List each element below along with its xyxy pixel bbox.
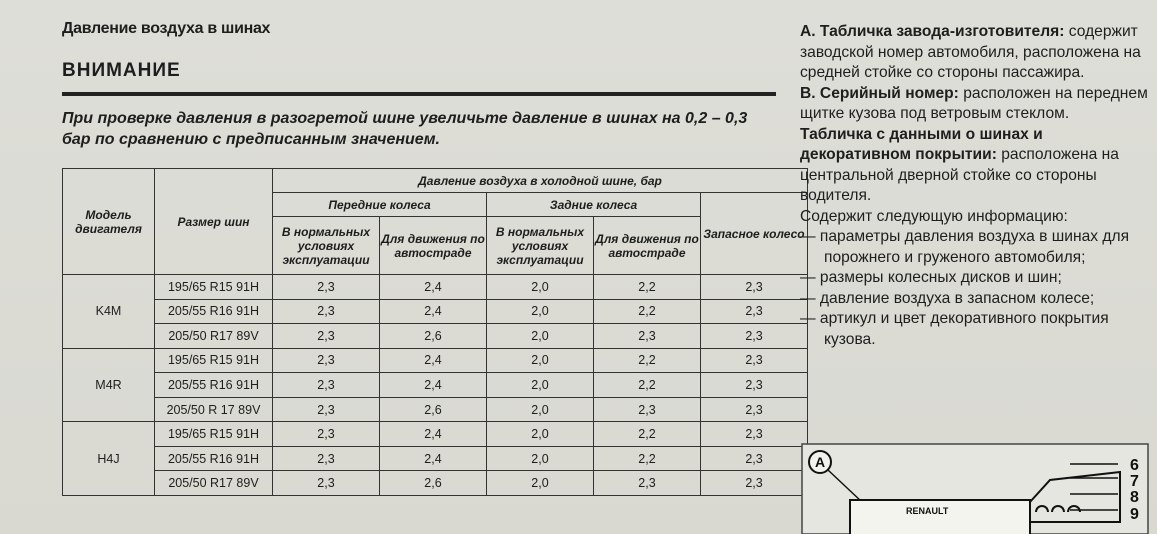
pressure-cell: 2,3 xyxy=(273,471,380,496)
pressure-cell: 2,3 xyxy=(594,397,701,422)
table-row xyxy=(63,324,808,349)
pressure-cell: 2,3 xyxy=(273,373,380,398)
table-row xyxy=(63,422,808,447)
tyre-size-cell: 205/50 R17 89V xyxy=(155,471,273,496)
section-title: Давление воздуха в шинах xyxy=(62,20,271,37)
pressure-cell: 2,3 xyxy=(273,299,380,324)
contains-line: Содержит следующую информацию: xyxy=(800,207,1068,225)
tyre-table-body xyxy=(63,275,808,496)
pressure-cell: 2,4 xyxy=(380,275,487,300)
pressure-cell: 2,6 xyxy=(380,471,487,496)
pressure-cell: 2,3 xyxy=(594,471,701,496)
table-row xyxy=(63,397,808,422)
pressure-cell: 2,0 xyxy=(487,397,594,422)
tyre-plate-text: расположена на центральной дверной стойке со стороны водителя. xyxy=(800,146,1119,204)
pressure-cell: 2,0 xyxy=(487,373,594,398)
pressure-cell: 2,2 xyxy=(594,446,701,471)
pressure-cell: 2,2 xyxy=(594,422,701,447)
pressure-cell: 2,2 xyxy=(594,373,701,398)
pressure-cell: 2,3 xyxy=(701,373,808,398)
pressure-cell: 2,3 xyxy=(273,422,380,447)
pressure-cell: 2,0 xyxy=(487,324,594,349)
engine-model-cell: M4R xyxy=(63,348,155,422)
header-model: Модель двигателя xyxy=(63,169,155,275)
serial-b-label: B. Серийный номер: xyxy=(800,84,959,102)
pressure-cell: 2,0 xyxy=(487,348,594,373)
tyre-size-cell: 205/50 R 17 89V xyxy=(155,397,273,422)
pressure-cell: 2,4 xyxy=(380,373,487,398)
header-rear-highway: Для движения по автостраде xyxy=(594,217,701,275)
tyre-size-cell: 205/55 R16 91H xyxy=(155,373,273,398)
plate-a-text: содержит заводской номер автомобиля, расположена на средней стойке со стороны пассажира. xyxy=(800,23,1141,81)
tyre-plate-paragraph xyxy=(800,125,1152,207)
pressure-cell: 2,0 xyxy=(487,275,594,300)
tyre-size-cell: 205/55 R16 91H xyxy=(155,299,273,324)
table-row xyxy=(63,471,808,496)
pressure-cell: 2,6 xyxy=(380,397,487,422)
header-front: Передние колеса xyxy=(273,193,487,217)
plate-a-label: A. Табличка завода-изготовителя: xyxy=(800,23,1065,40)
pressure-cell: 2,4 xyxy=(380,422,487,447)
tyre-size-cell: 205/55 R16 91H xyxy=(155,446,273,471)
pressure-cell: 2,3 xyxy=(701,324,808,349)
table-row xyxy=(63,275,808,300)
header-rear: Задние колеса xyxy=(487,193,701,217)
plate-diagram xyxy=(800,442,1152,534)
pressure-cell: 2,3 xyxy=(701,446,808,471)
header-cold-pressure: Давление воздуха в холодной шине, бар xyxy=(273,169,808,193)
warning-rule xyxy=(62,92,776,96)
pressure-cell: 2,6 xyxy=(380,324,487,349)
pressure-cell: 2,3 xyxy=(594,324,701,349)
pressure-cell: 2,0 xyxy=(487,299,594,324)
callout-number: 8 xyxy=(1130,489,1139,506)
callout-a-label: A xyxy=(814,454,826,470)
pressure-cell: 2,2 xyxy=(594,348,701,373)
pressure-cell: 2,3 xyxy=(701,348,808,373)
callout-number: 6 xyxy=(1130,457,1139,474)
pressure-cell: 2,2 xyxy=(594,275,701,300)
pressure-cell: 2,0 xyxy=(487,422,594,447)
warning-title: ВНИМАНИЕ xyxy=(62,60,181,81)
pressure-cell: 2,2 xyxy=(594,299,701,324)
table-row xyxy=(63,446,808,471)
pressure-cell: 2,3 xyxy=(701,397,808,422)
pressure-cell: 2,0 xyxy=(487,446,594,471)
pressure-cell: 2,3 xyxy=(273,324,380,349)
tyre-size-cell: 195/65 R15 91H xyxy=(155,275,273,300)
pressure-cell: 2,3 xyxy=(701,471,808,496)
plate-brand: RENAULT xyxy=(906,506,949,516)
pressure-cell: 2,4 xyxy=(380,446,487,471)
pressure-cell: 2,3 xyxy=(273,348,380,373)
pressure-cell: 2,3 xyxy=(701,299,808,324)
info-item: — параметры давления воздуха в шинах для порожнего и груженого автомобиля; xyxy=(800,228,1130,266)
pressure-cell: 2,3 xyxy=(273,397,380,422)
callout-number: 9 xyxy=(1130,506,1139,523)
table-row xyxy=(63,348,808,373)
header-spare: Запасное колесо xyxy=(701,193,808,275)
header-rear-normal: В нормальных условиях эксплуатации xyxy=(487,217,594,275)
info-item: — размеры колесных дисков и шин; xyxy=(800,269,1062,286)
header-size: Размер шин xyxy=(155,169,273,275)
header-front-highway: Для движения по автостраде xyxy=(380,217,487,275)
serial-b-paragraph xyxy=(800,84,1152,125)
pressure-cell: 2,3 xyxy=(701,275,808,300)
warning-text: При проверке давления в разогретой шине увеличьте давление в шинах на 0,2 – 0,3 бар по сравнению с предписанным значением. xyxy=(62,110,748,148)
info-item: — давление воздуха в запасном колесе; xyxy=(800,289,1095,307)
pressure-cell: 2,0 xyxy=(487,471,594,496)
pressure-cell: 2,3 xyxy=(701,422,808,447)
engine-model-cell: K4M xyxy=(63,275,155,349)
callout-number: 7 xyxy=(1130,473,1139,490)
tyre-size-cell: 195/65 R15 91H xyxy=(155,348,273,373)
table-row xyxy=(63,373,808,398)
tyre-plate-label: Табличка с данными о шинах и декоративном покрытии: xyxy=(800,125,1043,163)
table-row xyxy=(63,299,808,324)
info-column xyxy=(800,22,1152,350)
pressure-cell: 2,3 xyxy=(273,446,380,471)
pressure-cell: 2,4 xyxy=(380,348,487,373)
info-item: — артикул и цвет декоративного покрытия кузова. xyxy=(800,310,1109,348)
tyre-size-cell: 195/65 R15 91H xyxy=(155,422,273,447)
serial-b-text: расположен на переднем щитке кузова под ветровым стеклом. xyxy=(800,84,1148,122)
engine-model-cell: H4J xyxy=(63,422,155,496)
header-front-normal: В нормальных условиях эксплуатации xyxy=(273,217,380,275)
pressure-cell: 2,4 xyxy=(380,299,487,324)
plate-a-paragraph xyxy=(800,22,1152,84)
pressure-cell: 2,3 xyxy=(273,275,380,300)
tyre-size-cell: 205/50 R17 89V xyxy=(155,324,273,349)
tyre-pressure-table xyxy=(62,168,808,496)
